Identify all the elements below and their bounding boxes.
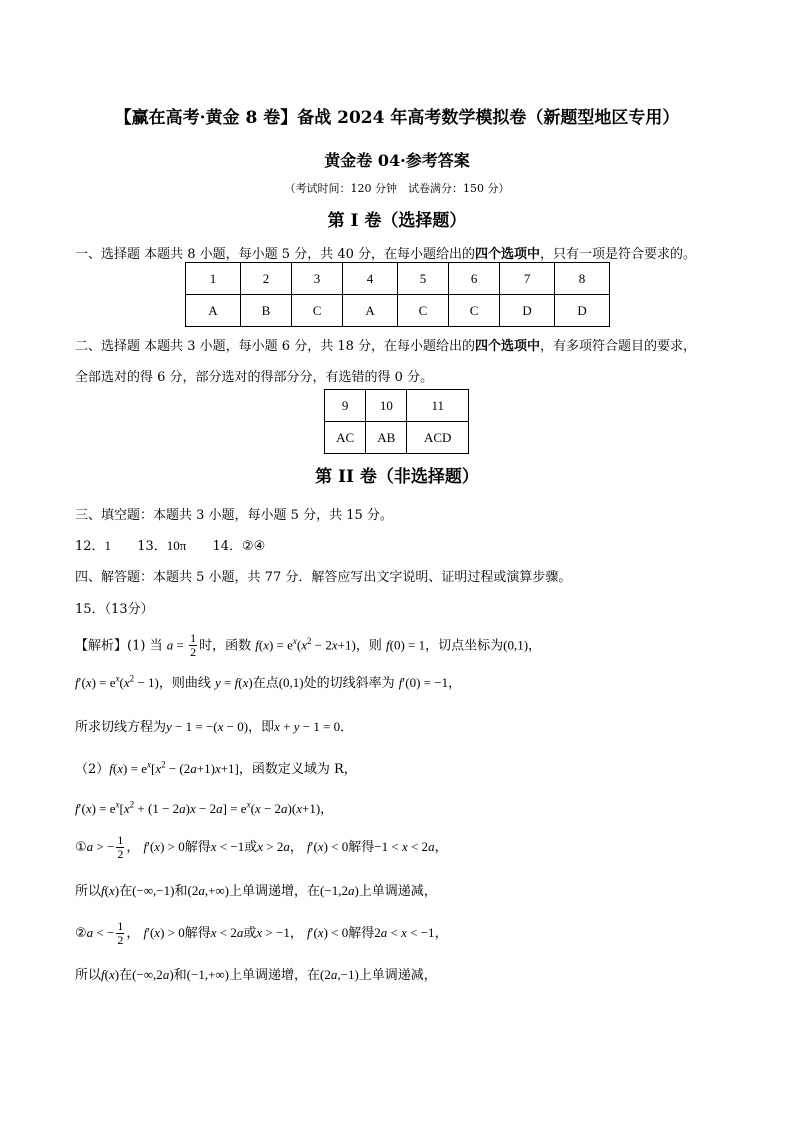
fill-in-answers: 12．1 13．10π 14．②④ — [75, 538, 266, 554]
section4-intro: 四、解答题：本题共 5 小题，共 77 分．解答应写出文字说明、证明过程或演算步骤。 — [75, 570, 572, 585]
solution-line-9: 所以f(x)在(−∞,2a)和(−1,+∞)上单调递增，在(2a,−1)上单调递减， — [75, 967, 437, 983]
table-row — [325, 422, 469, 454]
question-number: 2 — [240, 263, 291, 295]
solution-line-1: 【解析】(1) 当 a = $\frac{1}{2}$ 时，函数 $f(x) = e^x(x^2 - 2x+1)$，则 f(0) = 1，切点坐标为(0,1)， — [75, 631, 542, 660]
solution-line-2: $f'(x) = e^x(x^2 - 1)$，则曲线 y = f(x)在点(0,1)处的切线斜率为 f′(0) = −1， — [75, 673, 462, 691]
answer-cell: C — [397, 295, 448, 327]
answer-cell: ACD — [407, 422, 469, 454]
solution-line-5: $f'(x) = e^x[x^2 + (1 - 2a)x - 2a] = e^x(x - 2a)(x+1)$， — [75, 799, 334, 817]
question-number: 6 — [449, 263, 500, 295]
section2-intro: 二、选择题 本题共 3 小题，每小题 6 分，共 18 分，在每小题给出的四个选项中，有多项符合题目的要求， — [75, 339, 697, 354]
question-number: 8 — [555, 263, 610, 295]
document-subtitle: 黄金卷 04·参考答案 — [324, 151, 470, 170]
multi-choice-answer-table — [324, 389, 469, 454]
choice-answer-table — [185, 262, 610, 327]
answer-cell: AC — [325, 422, 366, 454]
solution-line-6: ①a > − $\frac{1}{2}$ ， f′(x) > 0解得x < −1或x > 2a， f′(x) < 0解得−1 < x < 2a， — [75, 833, 448, 861]
document-title: 【赢在高考·黄金 8 卷】备战 2024 年高考数学模拟卷（新题型地区专用） — [114, 108, 680, 128]
solution-line-4: $(2)f(x) = e^x[x^2 - (2a+1)x+1]$，函数定义域为 R， — [75, 759, 357, 777]
table-row — [186, 263, 610, 295]
answer-cell: B — [240, 295, 291, 327]
question-number: 5 — [397, 263, 448, 295]
answer-cell: C — [291, 295, 342, 327]
question-number: 4 — [343, 263, 398, 295]
answer-cell: A — [186, 295, 241, 327]
section3-intro: 三、填空题：本题共 3 小题，每小题 5 分，共 15 分。 — [75, 508, 393, 523]
question-number: 1 — [186, 263, 241, 295]
section1-intro: 一、选择题 本题共 8 小题，每小题 5 分，共 40 分，在每小题给出的四个选项中，只有一项是符合要求的。 — [75, 247, 697, 262]
question-number: 3 — [291, 263, 342, 295]
question-number: 7 — [500, 263, 555, 295]
table-row — [186, 295, 610, 327]
section2-intro-line2: 全部选对的得 6 分，部分选对的得部分分，有选错的得 0 分。 — [75, 370, 434, 385]
solution-line-8: ②a < − $\frac{1}{2}$ ， f′(x) > 0解得x < 2a或x > −1， f′(x) < 0解得2a < x < −1， — [75, 919, 448, 947]
answer-cell: D — [555, 295, 610, 327]
exam-info: （考试时间：120 分钟 试卷满分：150 分） — [284, 182, 510, 195]
question-number: 10 — [366, 390, 407, 422]
answer-cell: C — [449, 295, 500, 327]
table-row — [325, 390, 469, 422]
answer-cell: AB — [366, 422, 407, 454]
question-number: 11 — [407, 390, 469, 422]
question15-header: 15．（13分） — [75, 602, 154, 617]
answer-cell: A — [343, 295, 398, 327]
question-number: 9 — [325, 390, 366, 422]
answer-cell: D — [500, 295, 555, 327]
solution-line-3: 所求切线方程为y − 1 = −(x − 0)，即x + y − 1 = 0． — [75, 719, 354, 735]
part2-heading: 第 II 卷（非选择题） — [315, 467, 479, 487]
part1-heading: 第 I 卷（选择题） — [327, 211, 467, 231]
solution-line-7: 所以f(x)在(−∞,−1)和(2a,+∞)上单调递增，在(−1,2a)上单调递减， — [75, 883, 437, 899]
